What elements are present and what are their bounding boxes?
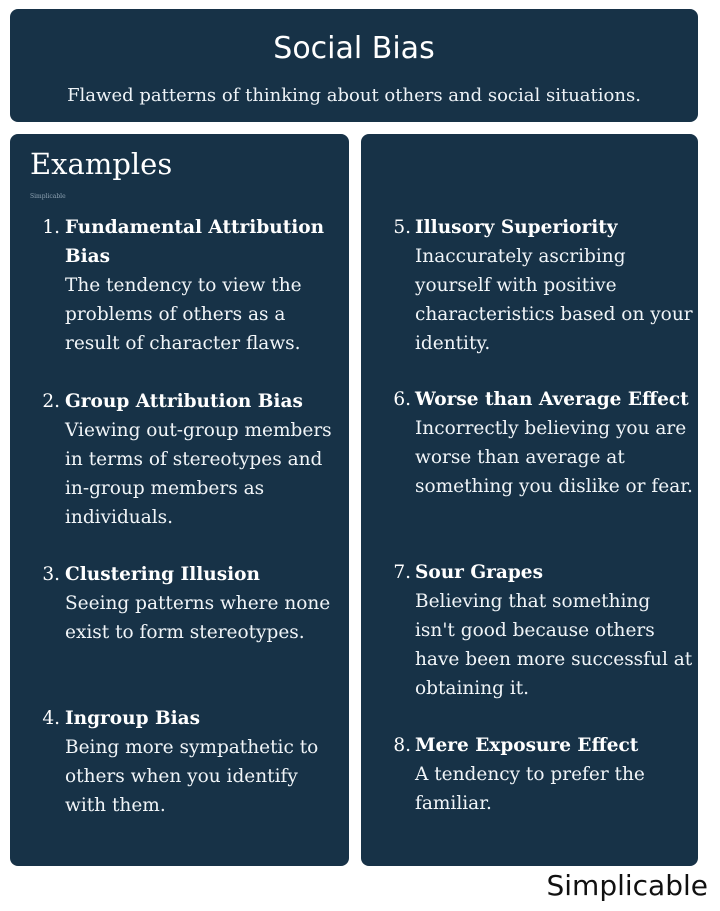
item-number: 1. xyxy=(42,217,60,238)
item-body xyxy=(415,558,693,703)
item-description: The tendency to view the problems of others as a result of character flaws. xyxy=(65,275,302,354)
item-body xyxy=(415,731,693,818)
item-description: Viewing out-group members in terms of stereotypes and in-group members as individuals. xyxy=(65,420,332,528)
item-number: 7. xyxy=(393,562,411,583)
item-number: 4. xyxy=(42,708,60,729)
item-description: A tendency to prefer the familiar. xyxy=(415,764,645,814)
item-number: 8. xyxy=(393,735,411,756)
examples-column-left xyxy=(10,134,349,866)
watermark-text: Simplicable xyxy=(30,193,66,200)
page-subtitle: Flawed patterns of thinking about others and social situations. xyxy=(67,85,641,106)
examples-heading: Examples xyxy=(30,147,173,181)
header-panel xyxy=(10,9,698,122)
item-body xyxy=(415,213,693,358)
item-description: Inaccurately ascribing yourself with positive characteristics based on your identity. xyxy=(415,246,693,354)
item-title: Group Attribution Bias xyxy=(65,391,303,412)
item-title: Mere Exposure Effect xyxy=(415,735,639,756)
item-description: Seeing patterns where none exist to form stereotypes. xyxy=(65,593,331,643)
item-number: 2. xyxy=(42,391,60,412)
page-title: Social Bias xyxy=(273,31,435,66)
item-title: Fundamental Attribution Bias xyxy=(65,217,325,267)
item-body xyxy=(65,704,340,820)
item-body xyxy=(65,213,340,358)
item-title: Illusory Superiority xyxy=(415,217,618,238)
item-body xyxy=(65,560,340,647)
item-title: Worse than Average Effect xyxy=(415,389,689,410)
item-title: Sour Grapes xyxy=(415,562,543,583)
item-body xyxy=(415,385,693,501)
item-body xyxy=(65,387,340,532)
brand-logo-text: Simplicable xyxy=(546,869,708,902)
examples-column-right xyxy=(361,134,698,866)
item-number: 3. xyxy=(42,564,60,585)
item-title: Ingroup Bias xyxy=(65,708,201,729)
item-number: 6. xyxy=(393,389,411,410)
item-number: 5. xyxy=(393,217,411,238)
item-description: Incorrectly believing you are worse than average at something you dislike or fear. xyxy=(415,418,693,497)
item-description: Believing that something isn't good because others have been more successful at obtaining it. xyxy=(415,591,693,699)
item-title: Clustering Illusion xyxy=(65,564,260,585)
item-description: Being more sympathetic to others when you identify with them. xyxy=(65,737,319,816)
